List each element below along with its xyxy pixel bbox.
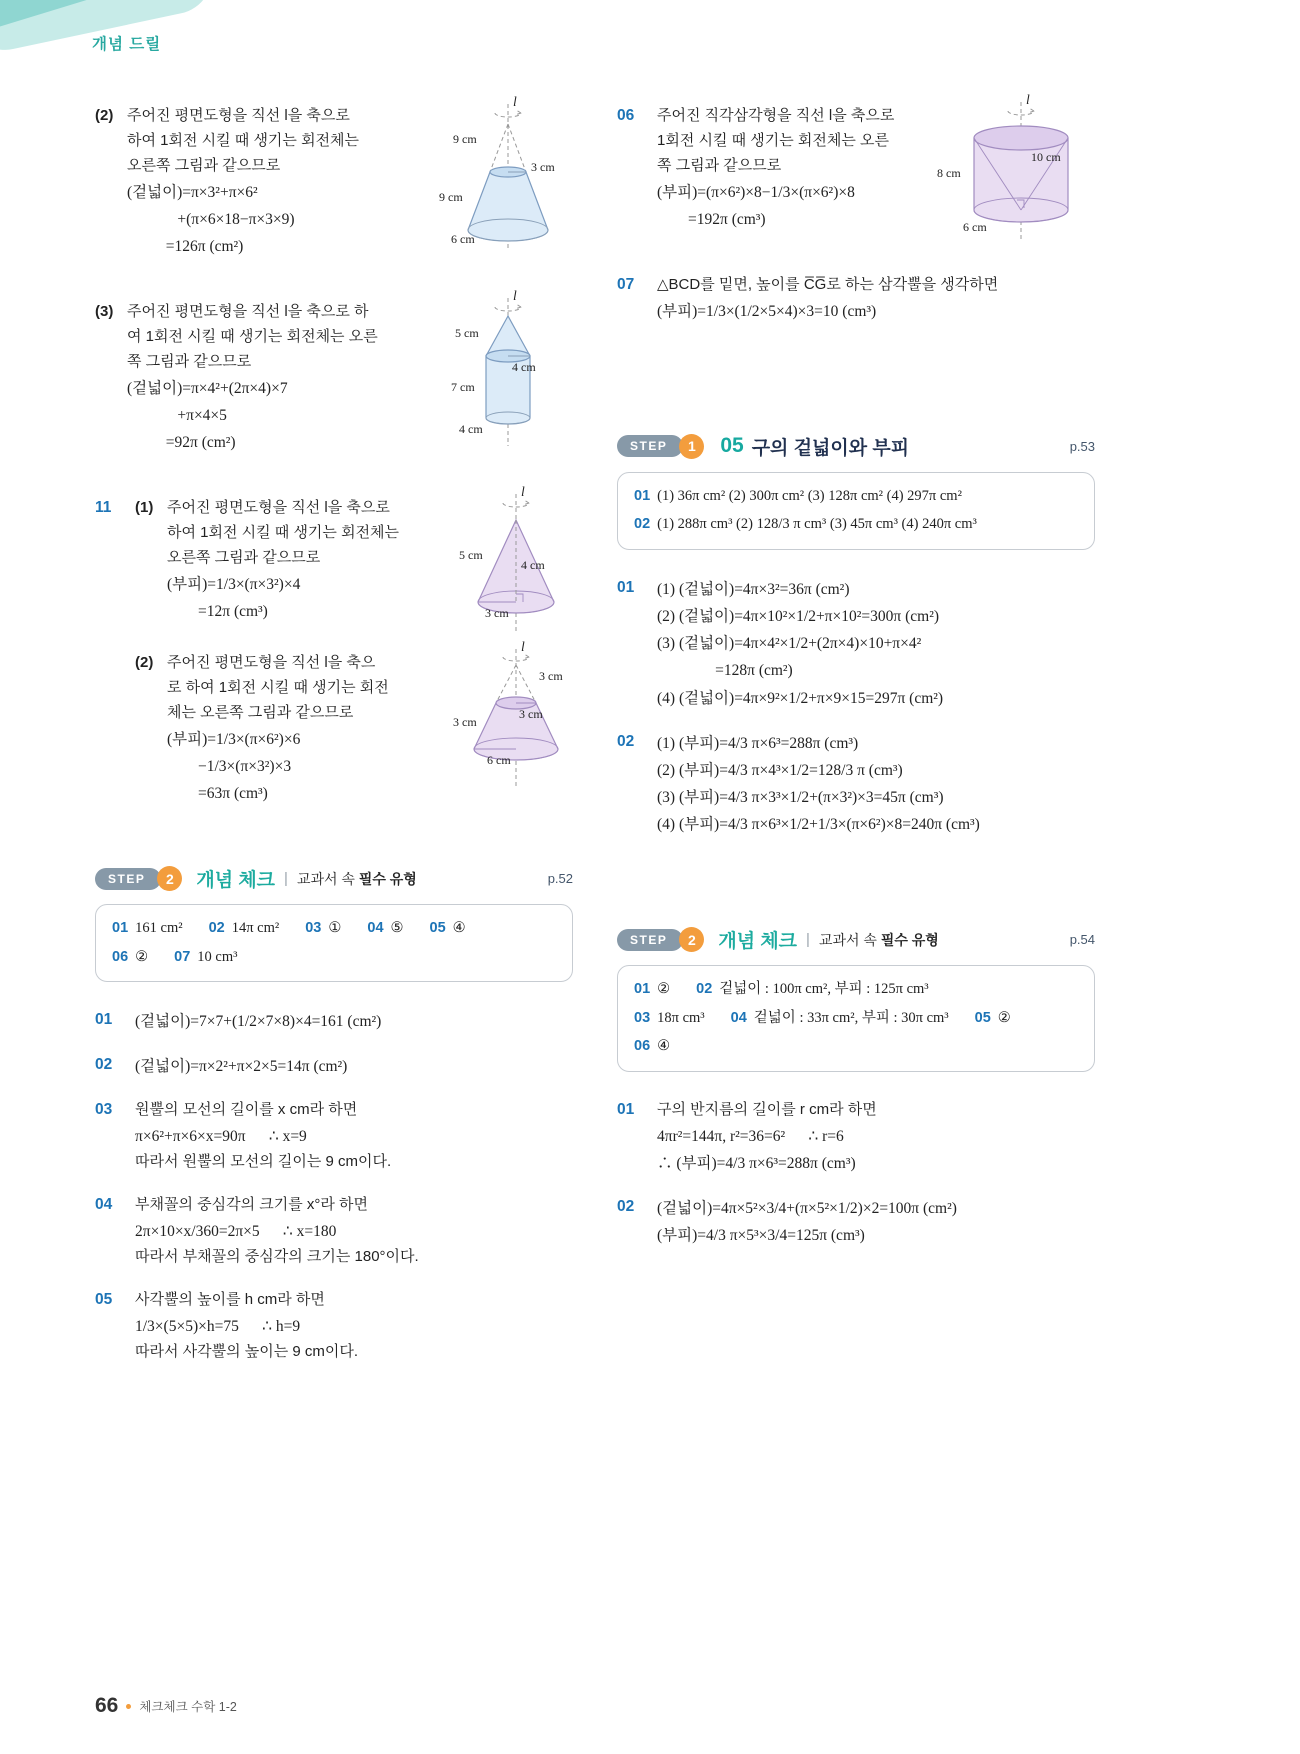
answer-value: 겉넓이 : 33π cm², 부피 : 30π cm³: [753, 1009, 949, 1026]
page-badge: 개념 드릴: [92, 36, 162, 53]
step-badge: [617, 435, 683, 457]
solution-line: (3) (겉넓이)=4π×4²×1/2+(2π×4)×10+π×4²: [657, 635, 922, 653]
answer-item: [634, 515, 977, 532]
dimension-label: 3 cm: [539, 669, 563, 684]
answer-number: 01: [634, 981, 651, 998]
frustum-cone-diagram: [433, 94, 583, 258]
answer-item: [634, 980, 670, 997]
solution-line: 따라서 원뿔의 모선의 길이는 9 cm이다.: [135, 1153, 392, 1171]
diagram-graphic: [441, 490, 591, 640]
answer-summary-box: [95, 904, 573, 982]
axis-label: l: [521, 639, 525, 655]
divider: |: [284, 870, 288, 888]
step-number-badge: 2: [679, 927, 704, 952]
solution-line: (1) (부피)=4/3 π×6³=288π (cm³): [657, 734, 859, 752]
step-badge: [95, 868, 161, 890]
answer-number: 01: [634, 487, 651, 504]
solution-text: [135, 1288, 573, 1365]
axis-label: l: [513, 94, 517, 109]
solution-line: 따라서 사각뿔의 높이는 9 cm이다.: [135, 1343, 359, 1361]
question-number: 05: [95, 1291, 113, 1309]
solution-line: 따라서 부채꼴의 중심각의 크기는 180°이다.: [135, 1248, 419, 1266]
solution-line: 2π×10×x/360=2π×5 ∴ x=180: [135, 1223, 337, 1241]
solution-line: 로 하여 1회전 시킬 때 생기는 회전: [167, 678, 389, 696]
solution-line: 주어진 평면도형을 직선 l을 축으로 하: [127, 303, 369, 321]
solution-line: 구의 반지름의 길이를 r cm라 하면: [657, 1100, 877, 1118]
solution-line: 주어진 평면도형을 직선 l을 축으로: [167, 499, 390, 517]
solution-line: (1) (겉넓이)=4π×3²=36π (cm²): [657, 581, 850, 599]
solution-text: [657, 1195, 1095, 1249]
cylinder-cone-diagram: [433, 288, 583, 454]
answer-row: [634, 482, 1078, 511]
section-subtitle: [819, 930, 939, 950]
solution-line: (3) (부피)=4/3 π×3³×1/2+(π×3²)×3=45π (cm³): [657, 788, 944, 806]
subtitle-bold: 필수 유형: [880, 931, 939, 948]
solution-text: [135, 1053, 573, 1080]
answer-number: 04: [730, 1009, 747, 1026]
dimension-label: 3 cm: [453, 715, 477, 730]
step-label: STEP: [108, 871, 146, 886]
answer-item: [305, 919, 341, 936]
solution-line: (2) (부피)=4/3 π×4³×1/2=128/3 π (cm³): [657, 761, 903, 779]
step-header-section-05: [617, 433, 1095, 460]
solution-line: =63π (cm³): [167, 784, 268, 802]
answer-item: [634, 1009, 705, 1026]
answer-number: 03: [305, 920, 322, 937]
solution-line: 부채꼴의 중심각의 크기를 x°라 하면: [135, 1196, 369, 1214]
solution-line: (4) (부피)=4/3 π×6³×1/2+1/3×(π×6²)×8=240π (cm³): [657, 816, 980, 834]
answer-item: [696, 980, 929, 997]
axis-label: l: [521, 484, 525, 500]
answer-number: 04: [367, 920, 384, 937]
answer-value: ①: [328, 920, 342, 937]
solution-line: (부피)=(π×6²)×8−1/3×(π×6²)×8: [657, 183, 855, 201]
question-number: 07: [617, 275, 635, 293]
right-column: [617, 92, 1095, 1279]
answer-item: [634, 1037, 670, 1054]
solution-line: (겉넓이)=π×4²+(2π×4)×7: [127, 379, 288, 397]
solution-line: 체는 오른쪽 그림과 같으므로: [167, 703, 354, 721]
dimension-label: 9 cm: [439, 190, 463, 204]
solution-line: =128π (cm²): [657, 662, 793, 680]
answer-row: [634, 1004, 1078, 1033]
page-number: 66: [95, 1694, 119, 1717]
solution-check-01: [617, 1098, 1095, 1177]
solution-text: [657, 1098, 1095, 1177]
solution-line: π×6²+π×6×x=90π ∴ x=9: [135, 1128, 307, 1146]
question-number: 11: [95, 499, 112, 517]
subtitle-bold: 필수 유형: [358, 870, 417, 887]
answer-item: [112, 919, 183, 936]
answer-number: 02: [208, 920, 225, 937]
answer-item: [209, 919, 280, 936]
page-reference: p.53: [1069, 438, 1095, 454]
part-label: (2): [95, 107, 114, 124]
section-title: 개념 체크: [718, 931, 798, 953]
answer-item: [112, 948, 148, 965]
solution-line: △BCD를 밑면, 높이를 C̅G̅로 하는 삼각뿔을 생각하면: [657, 275, 999, 293]
solution-line: =12π (cm³): [167, 602, 268, 620]
answer-value: (1) 36π cm² (2) 300π cm² (3) 128π cm² (4) 297π cm²: [657, 487, 962, 504]
solution-text: [657, 730, 1095, 839]
dimension-label: 6 cm: [963, 220, 987, 234]
solution-line: =126π (cm²): [127, 237, 244, 255]
answer-value: 10 cm³: [197, 948, 238, 965]
solution-line: 1회전 시킬 때 생기는 회전체는 오른: [657, 131, 890, 149]
answer-number: 05: [974, 1009, 991, 1026]
solution-line: 여 1회전 시킬 때 생기는 회전체는 오른: [127, 327, 378, 345]
cone-diagram: [441, 484, 591, 640]
solution-03: [95, 1098, 573, 1175]
solution-line: 오른쪽 그림과 같으므로: [127, 156, 281, 174]
step-label: STEP: [630, 439, 668, 454]
answer-row: [634, 510, 1078, 539]
question-number: 02: [617, 732, 635, 750]
solution-text: [135, 1008, 573, 1035]
answer-item: [634, 487, 962, 504]
answer-number: 01: [112, 920, 129, 937]
question-number: 01: [617, 1100, 635, 1118]
page-content: [95, 92, 1095, 1395]
solution-line: (부피)=1/3×(π×6²)×6: [167, 730, 301, 748]
answer-row: [112, 914, 556, 943]
dimension-label: 5 cm: [455, 326, 479, 341]
solution-06: [617, 92, 1095, 234]
solution-part-2: [95, 94, 573, 260]
solution-text: [135, 1193, 573, 1270]
solution-04: [95, 1193, 573, 1270]
answer-number: 06: [112, 948, 129, 965]
solution-line: =92π (cm²): [127, 433, 236, 451]
answer-value: 겉넓이 : 100π cm², 부피 : 125π cm³: [719, 981, 929, 998]
corner-decoration: [0, 0, 320, 90]
axis-label: l: [1026, 92, 1030, 107]
solution-text: [657, 576, 1095, 712]
solution-05: [95, 1288, 573, 1365]
solution-line: (부피)=1/3×(1/2×5×4)×3=10 (cm³): [657, 302, 877, 320]
solution-line: 주어진 평면도형을 직선 l을 축으로: [127, 107, 350, 124]
section-title: 개념 체크: [196, 870, 276, 892]
solution-line: 1/3×(5×5)×h=75 ∴ h=9: [135, 1318, 301, 1336]
section-title: 구의 겉넓이와 부피: [751, 437, 910, 459]
solution-01: [95, 1008, 573, 1035]
solution-line: (겉넓이)=4π×5²×3/4+(π×5²×1/2)×2=100π (cm²): [657, 1199, 957, 1217]
step-badge: [617, 929, 683, 951]
solution-11-part-1: [135, 484, 573, 625]
solution-line: −1/3×(π×3²)×3: [167, 757, 292, 775]
answer-summary-box: [617, 965, 1095, 1072]
solution-line: =192π (cm³): [657, 210, 766, 228]
solution-line: 쪽 그림과 같으므로: [127, 352, 252, 370]
answer-item: [367, 919, 403, 936]
dimension-label: 9 cm: [453, 132, 477, 146]
footer-dot-icon: [126, 1704, 131, 1709]
dimension-label: 6 cm: [487, 753, 511, 768]
axis-label: l: [513, 288, 517, 304]
answer-value: ②: [997, 1009, 1011, 1026]
step-label: STEP: [630, 932, 668, 947]
answer-row: [634, 1032, 1078, 1061]
solution-check-02: [617, 1195, 1095, 1249]
dimension-label: 3 cm: [519, 707, 543, 722]
solution-sphere-01: [617, 576, 1095, 712]
question-number: 02: [617, 1197, 635, 1215]
question-number: 02: [95, 1056, 113, 1074]
solution-line: +π×4×5: [127, 406, 227, 424]
answer-row: [634, 975, 1078, 1004]
answer-value: ④: [452, 920, 466, 937]
solution-line: 원뿔의 모선의 길이를 x cm라 하면: [135, 1101, 358, 1119]
answer-value: ②: [135, 948, 149, 965]
answer-number: 06: [634, 1038, 651, 1055]
solution-02: [95, 1053, 573, 1080]
solution-sphere-02: [617, 730, 1095, 839]
solution-line: 4πr²=144π, r²=36=6² ∴ r=6: [657, 1127, 844, 1145]
divider: |: [806, 931, 810, 949]
book-title: 체크체크 수학 1-2: [139, 1700, 237, 1714]
answer-item: [430, 919, 466, 936]
dimension-label: 10 cm: [1031, 150, 1061, 164]
solution-line: 오른쪽 그림과 같으므로: [167, 548, 321, 566]
subtitle-regular: 교과서 속: [818, 931, 877, 948]
solution-line: (4) (겉넓이)=4π×9²×1/2+π×9×15=297π (cm²): [657, 689, 944, 707]
answer-value: 14π cm²: [231, 920, 280, 937]
answer-item: [975, 1009, 1011, 1026]
answer-number: 02: [634, 516, 651, 533]
subtitle-regular: 교과서 속: [296, 870, 355, 887]
solution-line: 주어진 평면도형을 직선 l을 축으: [167, 654, 376, 672]
solution-line: +(π×6×18−π×3×9): [127, 210, 295, 228]
step-number-badge: 2: [157, 866, 182, 891]
answer-number: 03: [634, 1009, 651, 1026]
frustum-cone-diagram: [441, 639, 591, 795]
solution-text: [167, 651, 482, 807]
question-number: 01: [617, 579, 635, 597]
dimension-label: 8 cm: [937, 166, 961, 180]
part-label: (3): [95, 303, 114, 321]
answer-number: 02: [696, 981, 713, 998]
solution-11-part-2: [135, 639, 573, 807]
solution-line: 사각뿔의 높이를 h cm라 하면: [135, 1291, 325, 1309]
answer-value: ②: [657, 981, 671, 998]
dimension-label: 4 cm: [459, 422, 483, 437]
dimension-label: 4 cm: [512, 360, 536, 375]
question-number: 04: [95, 1196, 113, 1214]
solution-line: (겉넓이)=π×2²+π×2×5=14π (cm²): [135, 1058, 348, 1076]
solution-text: [135, 1098, 573, 1175]
question-number: 06: [617, 107, 635, 124]
step-header: [95, 865, 573, 892]
solution-text: [167, 496, 482, 625]
question-number: 01: [95, 1011, 113, 1029]
answer-value: 18π cm³: [657, 1009, 705, 1026]
question-number: 03: [95, 1101, 113, 1119]
left-column: [95, 94, 573, 1395]
part-label: (1): [135, 499, 154, 517]
solution-line: 쪽 그림과 같으므로: [657, 156, 782, 174]
answer-item: [174, 948, 237, 965]
dimension-label: 4 cm: [521, 558, 545, 573]
page-reference: p.54: [1069, 932, 1095, 948]
solution-07: [617, 273, 1095, 325]
solution-part-3: [95, 288, 573, 456]
answer-value: ⑤: [390, 920, 404, 937]
page-footer: [95, 1694, 237, 1718]
dimension-label: 6 cm: [451, 232, 475, 246]
solution-line: ∴ (부피)=4/3 π×6³=288π (cm³): [657, 1154, 856, 1172]
dimension-label: 7 cm: [451, 380, 475, 395]
solution-11: [95, 484, 573, 807]
answer-summary-box: [617, 472, 1095, 550]
solution-text: [657, 104, 972, 233]
solution-line: (부피)=1/3×(π×3²)×4: [167, 575, 301, 593]
answer-number: 05: [429, 920, 446, 937]
solution-line: (겉넓이)=7×7+(1/2×7×8)×4=161 (cm²): [135, 1013, 382, 1031]
answer-value: ④: [657, 1038, 671, 1055]
answer-row: [112, 943, 556, 972]
section-subtitle: [297, 869, 417, 889]
answer-number: 07: [174, 948, 191, 965]
solution-line: 하여 1회전 시킬 때 생기는 회전체는: [167, 523, 400, 541]
answer-value: (1) 288π cm³ (2) 128/3 π cm³ (3) 45π cm³ (4) 240π cm³: [657, 516, 977, 533]
dimension-label: 3 cm: [531, 160, 555, 174]
step-header: [617, 926, 1095, 953]
solution-line: 하여 1회전 시킬 때 생기는 회전체는: [127, 131, 360, 149]
cylinder-minus-cone-diagram: [933, 92, 1109, 248]
dimension-label: 5 cm: [459, 548, 483, 563]
section-number: 05: [720, 434, 744, 458]
diagram-graphic: [433, 294, 583, 454]
solution-text: [657, 273, 1095, 325]
solution-text: [127, 300, 442, 456]
page-reference: p.52: [547, 871, 573, 887]
solution-line: 주어진 직각삼각형을 직선 l을 축으로: [657, 107, 895, 124]
solution-line: (겉넓이)=π×3²+π×6²: [127, 183, 258, 201]
solution-text: [127, 104, 442, 260]
solution-line: (부피)=4/3 π×5³×3/4=125π (cm³): [657, 1227, 865, 1245]
dimension-label: 3 cm: [485, 606, 509, 621]
part-label: (2): [135, 654, 154, 672]
solution-line: (2) (겉넓이)=4π×10²×1/2+π×10²=300π (cm²): [657, 608, 939, 626]
step-number-badge: 1: [679, 434, 704, 459]
answer-item: [731, 1009, 949, 1026]
answer-value: 161 cm²: [135, 920, 183, 937]
